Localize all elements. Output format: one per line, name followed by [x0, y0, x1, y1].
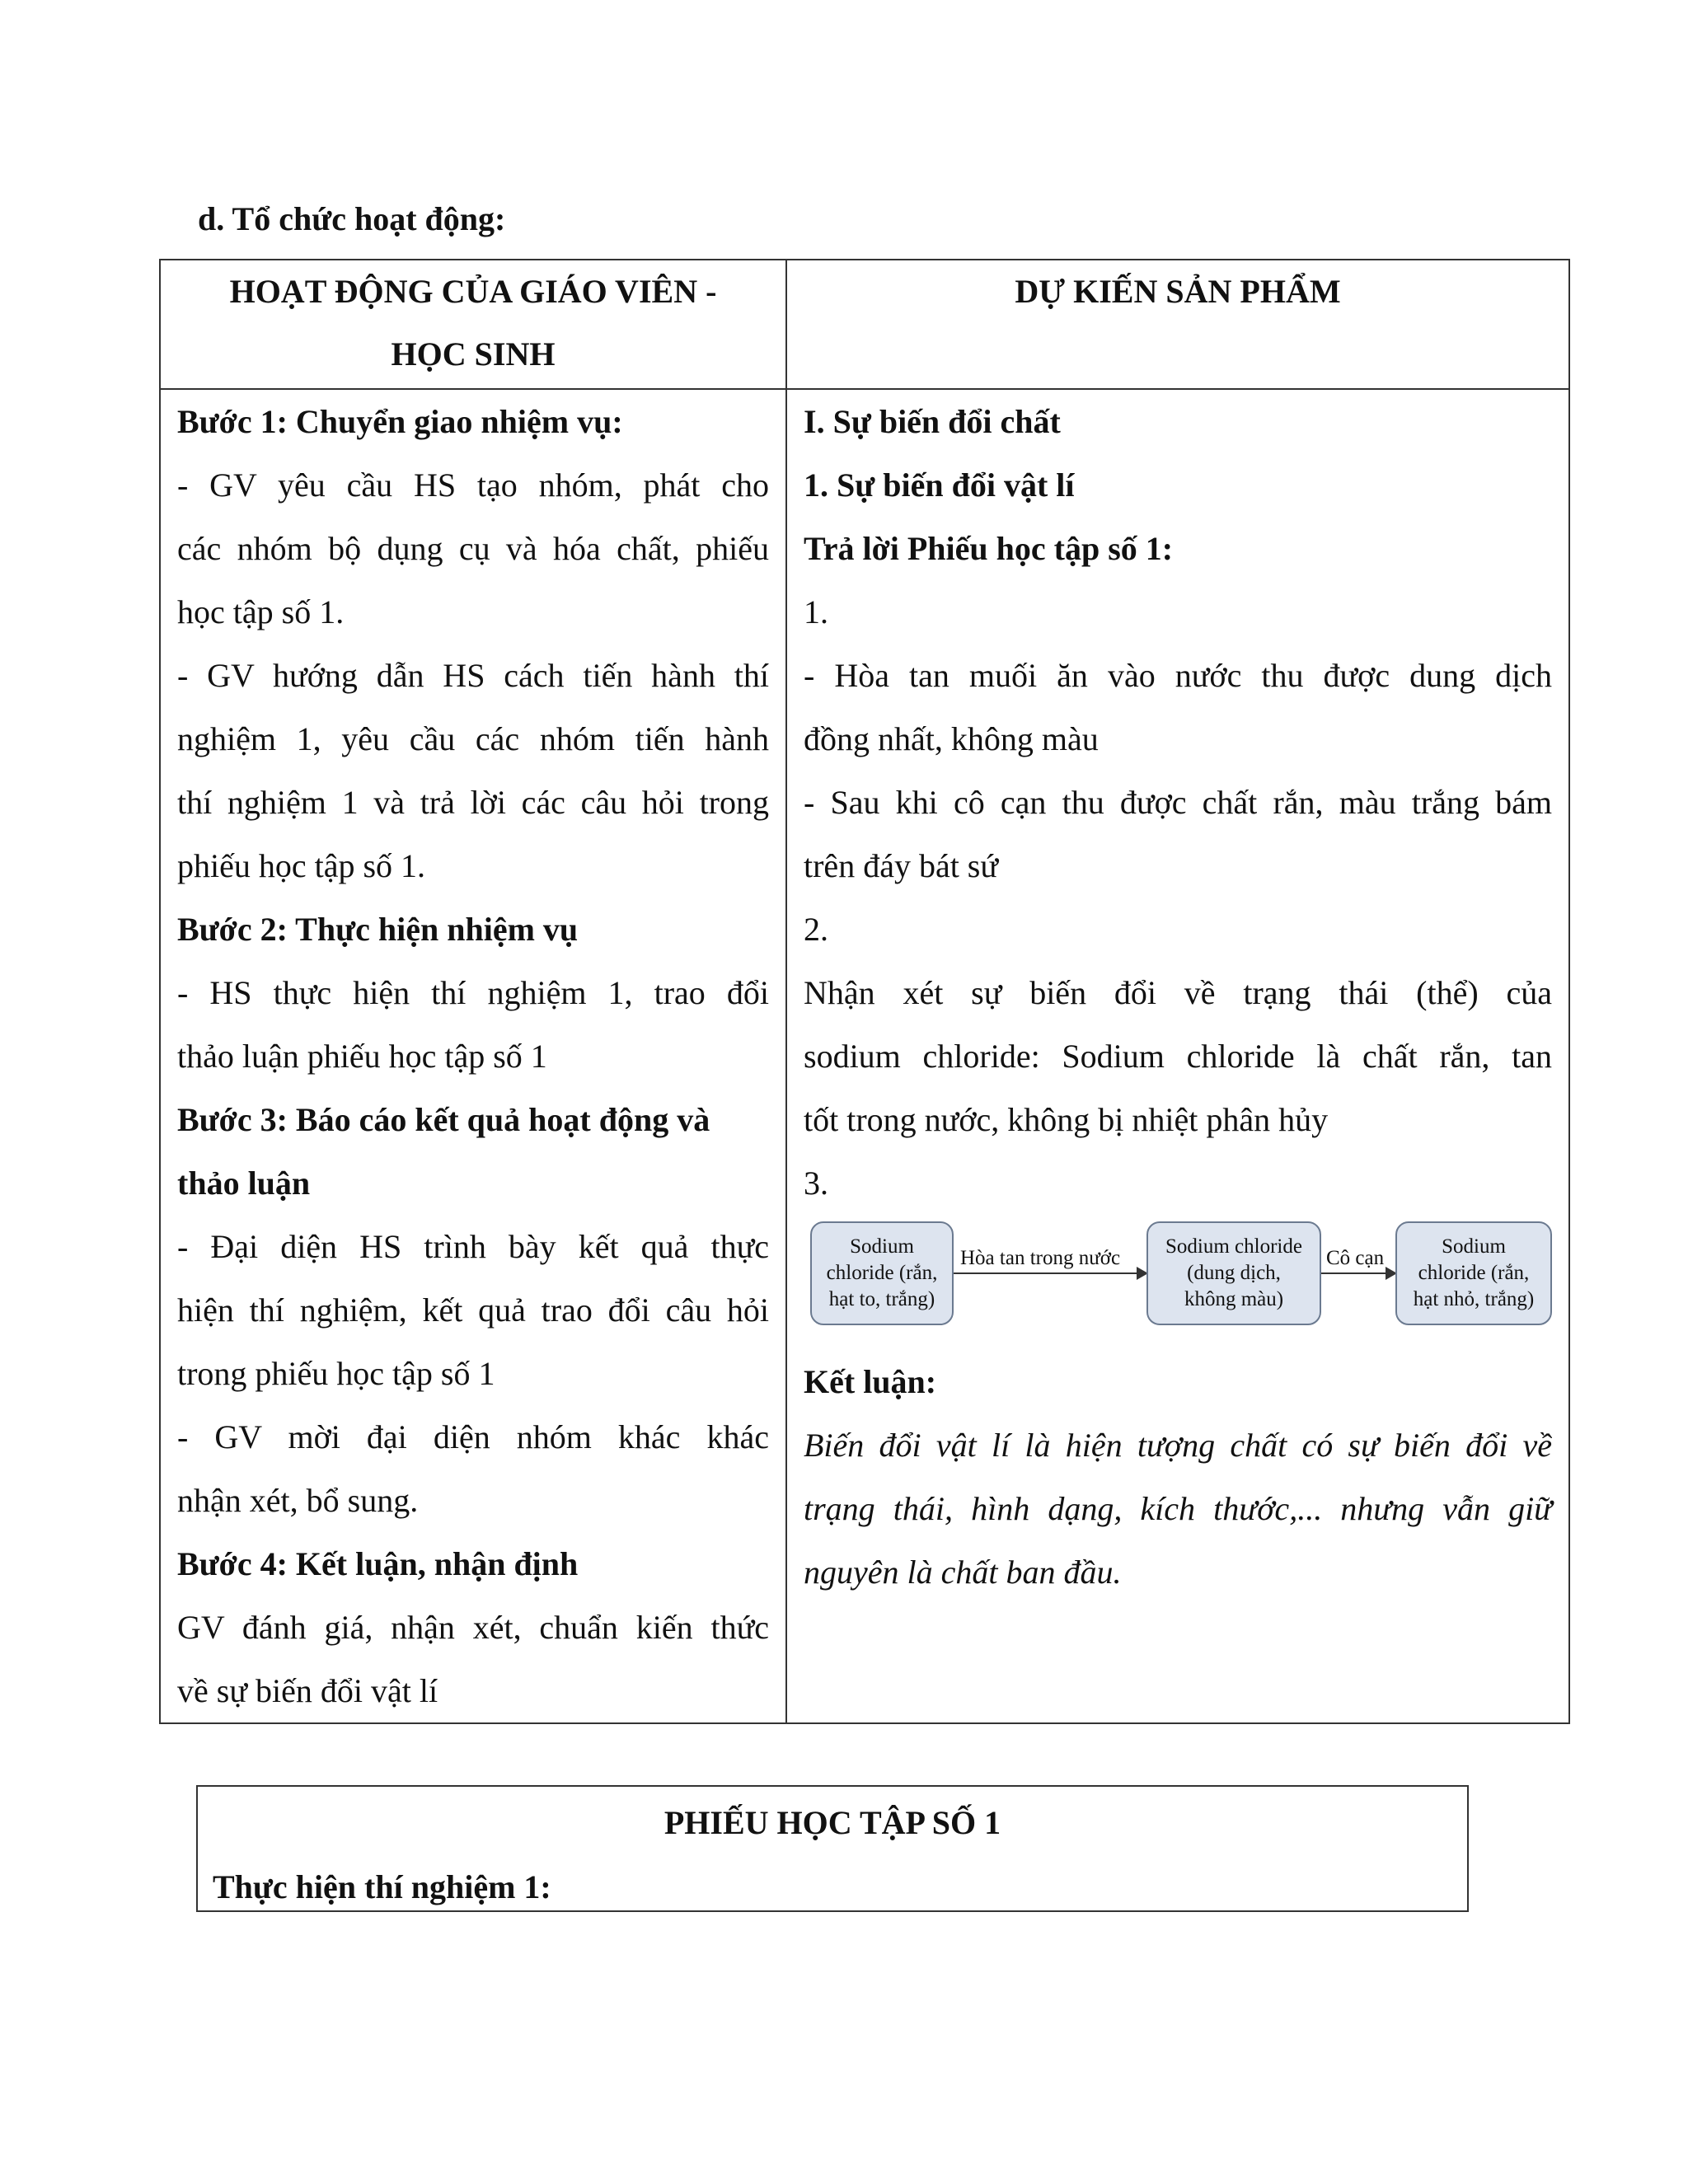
- text-line: GV đánh giá, nhận xét, chuẩn kiến thức: [177, 1609, 769, 1646]
- arrow-evaporate: [1321, 1272, 1395, 1274]
- node3-line: chloride (rắn,: [1418, 1262, 1530, 1284]
- process-diagram: [804, 1221, 1552, 1345]
- text-line: - GV hướng dẫn HS cách tiến hành thí: [177, 657, 769, 694]
- text-line: Nhận xét sự biến đổi về trạng thái (thể) của: [804, 974, 1552, 1011]
- text-line: trên đáy bát sứ: [804, 847, 999, 884]
- node2-line: (dung dịch,: [1187, 1262, 1281, 1284]
- node1-line: Sodium: [850, 1235, 914, 1258]
- text-line: học tập số 1.: [177, 593, 345, 630]
- text-line: Trả lời Phiếu học tập số 1:: [804, 530, 1174, 567]
- text-line: thảo luận phiếu học tập số 1: [177, 1038, 547, 1075]
- text-line: Bước 2: Thực hiện nhiệm vụ: [177, 911, 579, 948]
- activity-table: [159, 259, 1570, 1724]
- conclusion-line: nguyên là chất ban đầu.: [804, 1554, 1122, 1591]
- text-line: 3.: [804, 1165, 828, 1202]
- text-line: sodium chloride: Sodium chloride là chất rắn, tan: [804, 1038, 1552, 1075]
- text-line: các nhóm bộ dụng cụ và hóa chất, phiếu: [177, 530, 769, 567]
- header-teacher-student: [160, 260, 786, 389]
- text-line: hiện thí nghiệm, kết quả trao đổi câu hỏi: [177, 1291, 769, 1329]
- text-line: 2.: [804, 911, 828, 948]
- text-line: Bước 4: Kết luận, nhận định: [177, 1545, 579, 1582]
- text-line: I. Sự biến đổi chất: [804, 403, 1061, 440]
- conclusion-text: [804, 1413, 1552, 1604]
- diagram-node-solution: [1146, 1221, 1321, 1325]
- text-line: Bước 3: Báo cáo kết quả hoạt động và: [177, 1101, 710, 1138]
- conclusion-line: trạng thái, hình dạng, kích thước,... nhưng vẫn giữ: [804, 1490, 1552, 1527]
- text-line: - GV yêu cầu HS tạo nhóm, phát cho: [177, 466, 769, 504]
- text-line: thí nghiệm 1 và trả lời các câu hỏi trong: [177, 784, 769, 821]
- left-cell: [160, 389, 786, 1723]
- arrow-evaporate-label: Cô cạn: [1326, 1247, 1385, 1269]
- worksheet-title: PHIẾU HỌC TẬP SỐ 1: [663, 1804, 1001, 1841]
- text-line: nghiệm 1, yêu cầu các nhóm tiến hành: [177, 720, 769, 757]
- right-cell: [786, 389, 1569, 1723]
- node2-line: không màu): [1184, 1288, 1284, 1310]
- node3-line: hạt nhỏ, trắng): [1413, 1288, 1535, 1310]
- diagram-node-solid-large: [810, 1221, 954, 1325]
- header-left-line-2: HỌC SINH: [391, 335, 556, 373]
- node1-line: hạt to, trắng): [828, 1288, 935, 1310]
- text-line: phiếu học tập số 1.: [177, 847, 426, 884]
- worksheet-subtitle: Thực hiện thí nghiệm 1:: [213, 1868, 551, 1905]
- table-header-row: [160, 260, 1569, 389]
- arrow-dissolve: [954, 1272, 1146, 1274]
- text-line: 1. Sự biến đổi vật lí: [804, 466, 1075, 504]
- node3-line: Sodium: [1442, 1235, 1506, 1258]
- left-cell-content: [177, 390, 769, 1722]
- text-line: - GV mời đại diện nhóm khác khác: [177, 1418, 769, 1455]
- conclusion-title: Kết luận:: [804, 1363, 937, 1400]
- text-line: nhận xét, bổ sung.: [177, 1482, 419, 1519]
- worksheet-box: [196, 1785, 1469, 1912]
- header-expected-product: DỰ KIẾN SẢN PHẨM: [786, 260, 1569, 389]
- diagram-node-solid-small: [1395, 1221, 1552, 1325]
- text-line: - Sau khi cô cạn thu được chất rắn, màu trắng bám: [804, 784, 1552, 821]
- header-left-line-1: HOẠT ĐỘNG CỦA GIÁO VIÊN -: [229, 273, 717, 310]
- section-heading: d. Tổ chức hoạt động:: [198, 200, 506, 237]
- text-line: tốt trong nước, không bị nhiệt phân hủy: [804, 1101, 1329, 1138]
- conclusion-line: Biến đổi vật lí là hiện tượng chất có sự biến đổi về: [804, 1427, 1552, 1464]
- node2-line: Sodium chloride: [1165, 1235, 1302, 1258]
- arrow-dissolve-label: Hòa tan trong nước: [960, 1247, 1121, 1269]
- text-line: đồng nhất, không màu: [804, 720, 1099, 757]
- text-line: thảo luận: [177, 1165, 311, 1202]
- text-line: Bước 1: Chuyển giao nhiệm vụ:: [177, 403, 623, 440]
- node1-line: chloride (rắn,: [826, 1262, 938, 1284]
- text-line: trong phiếu học tập số 1: [177, 1355, 495, 1392]
- text-line: - Đại diện HS trình bày kết quả thực: [177, 1228, 769, 1265]
- text-line: về sự biến đổi vật lí: [177, 1672, 438, 1709]
- text-line: - HS thực hiện thí nghiệm 1, trao đổi: [177, 974, 769, 1011]
- text-line: 1.: [804, 593, 828, 630]
- table-body-row: [160, 389, 1569, 1723]
- text-line: - Hòa tan muối ăn vào nước thu được dung dịch: [804, 657, 1552, 694]
- right-cell-content: [804, 390, 1552, 1215]
